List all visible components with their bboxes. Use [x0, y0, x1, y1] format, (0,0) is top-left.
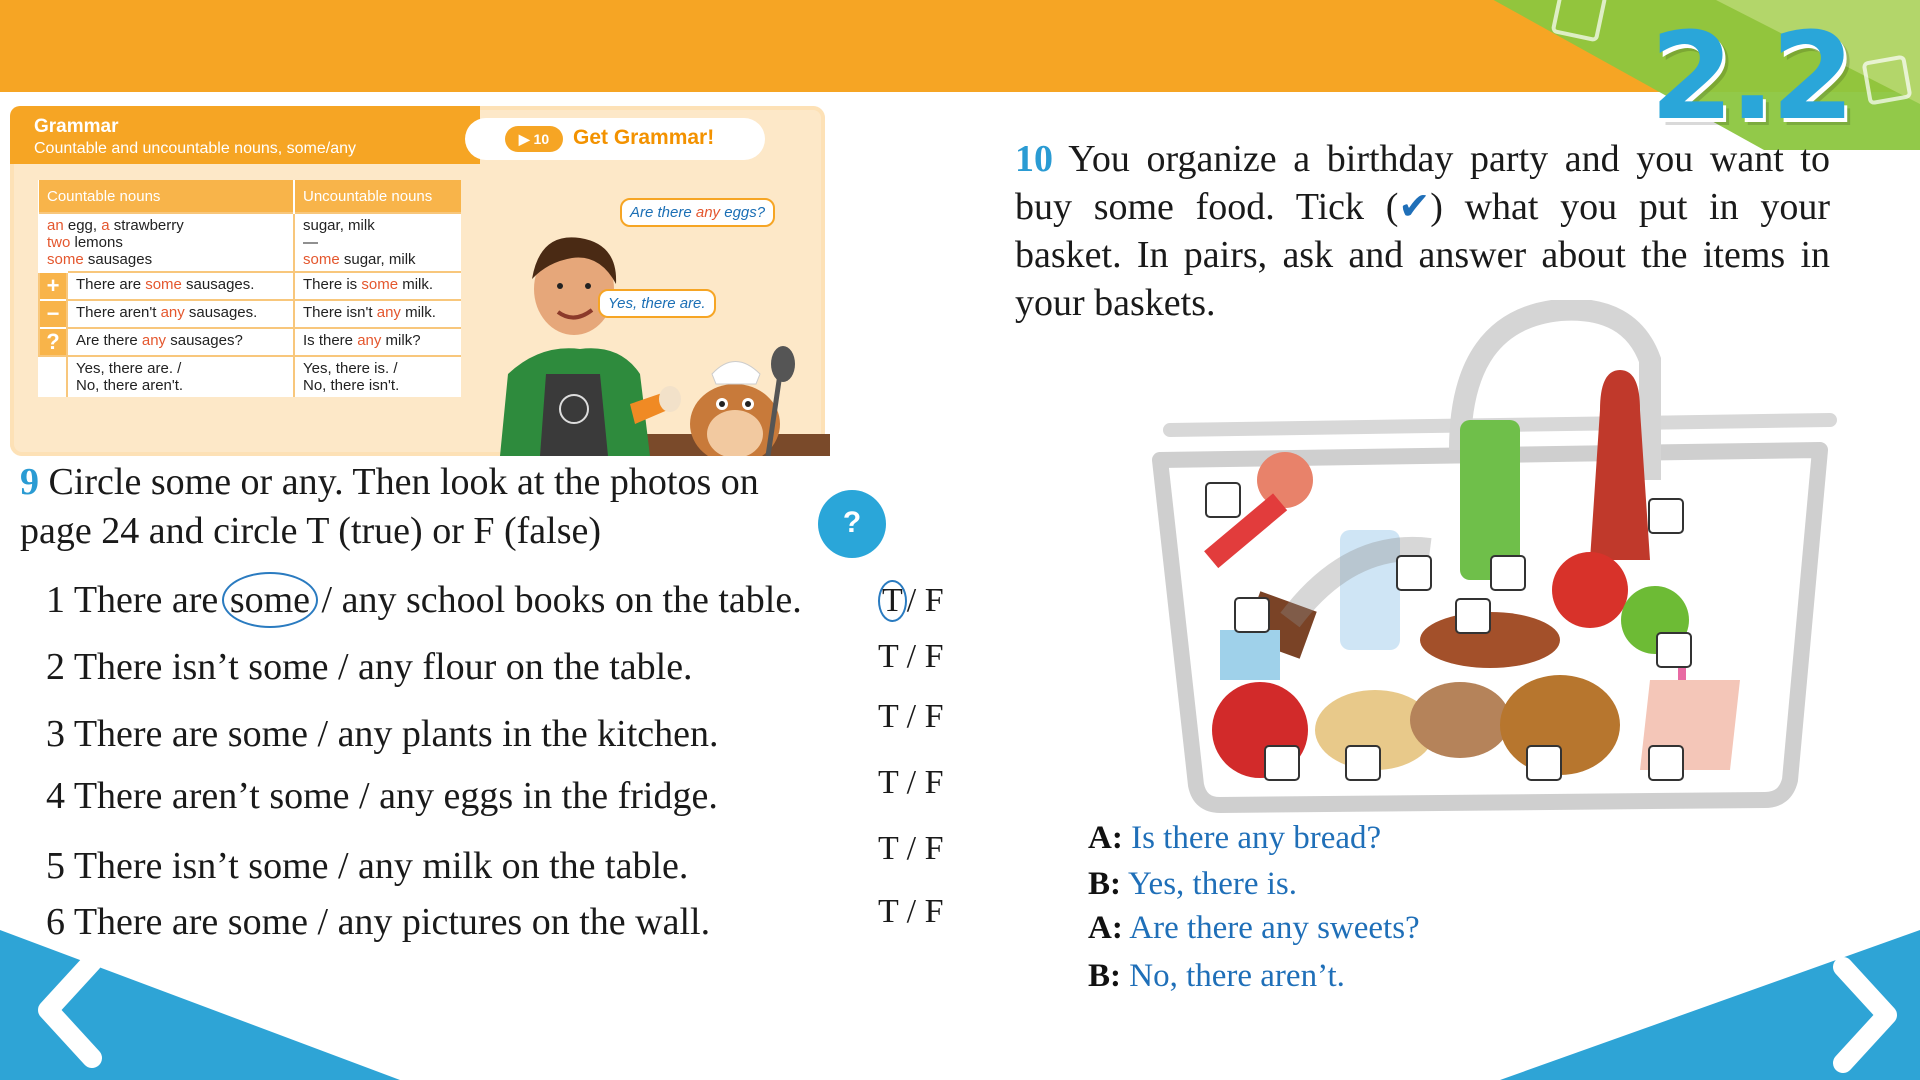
cell-text: Yes, there is. /	[303, 360, 398, 377]
cell-text: There is	[303, 276, 362, 293]
next-page-button[interactable]	[1825, 955, 1905, 1075]
tick-box-juice[interactable]	[1490, 555, 1526, 591]
dialogue-line-1	[1088, 820, 1381, 857]
speaker-label: A:	[1088, 820, 1123, 856]
cell-highlight: some	[361, 276, 399, 293]
dialogue-text: Yes, there is.	[1128, 866, 1298, 902]
table-cell	[294, 300, 461, 328]
dialogue-text: Is there any bread?	[1131, 820, 1382, 856]
table-cell	[294, 328, 461, 356]
cell-highlight: any	[160, 304, 185, 321]
minus-icon: −	[39, 300, 67, 328]
table-row	[39, 356, 461, 397]
table-cell	[67, 272, 294, 300]
table-cell	[294, 213, 461, 272]
dash-text: —	[303, 234, 318, 251]
exercise-10-instruction	[1015, 135, 1830, 327]
tick-box-butter[interactable]	[1234, 597, 1270, 633]
article-text: an	[47, 217, 64, 234]
table-cell	[39, 356, 67, 397]
quantifier-text: two	[47, 234, 71, 251]
quantifier-text: some	[47, 251, 84, 268]
cell-text: sausages.	[184, 304, 258, 321]
tick-box-cookies[interactable]	[1345, 745, 1381, 781]
dialogue-line-4	[1088, 958, 1345, 995]
grammar-table	[38, 180, 461, 397]
sentence-3[interactable]: 3 There are some / any plants in the kitchen.	[46, 713, 719, 755]
help-button[interactable]: ?	[818, 490, 886, 558]
dialogue-text: No, there aren’t.	[1129, 958, 1345, 994]
tick-box-strawberries[interactable]	[1264, 745, 1300, 781]
cell-text: milk.	[398, 276, 434, 293]
sentence-5[interactable]: 5 There isn’t some / any milk on the table.	[46, 845, 689, 887]
true-false-4[interactable]: T / F	[878, 764, 944, 801]
sentence-6[interactable]: 6 There are some / any pictures on the wall.	[46, 901, 711, 943]
prev-page-button[interactable]	[30, 950, 110, 1070]
cell-text: Yes, there are. /	[76, 360, 182, 377]
tick-box-apples[interactable]	[1656, 632, 1692, 668]
cell-text: There aren't	[76, 304, 161, 321]
boy-illustration	[480, 224, 830, 456]
exercise-number: 9	[20, 461, 39, 503]
dialogue-line-3	[1088, 910, 1420, 947]
cell-text: milk?	[381, 332, 421, 349]
article-text: a	[101, 217, 110, 234]
answer-circled-true[interactable]: T	[878, 580, 907, 622]
check-icon: ✔	[1398, 186, 1431, 228]
noun-text: sausages	[83, 251, 153, 268]
sentence-4[interactable]: 4 There aren’t some / any eggs in the fridge.	[46, 775, 718, 817]
audio-track-number: 10	[533, 131, 550, 147]
true-false-6[interactable]: T / F	[878, 893, 944, 930]
tick-box-sausages[interactable]	[1455, 598, 1491, 634]
cell-text: No, there aren't.	[76, 377, 184, 394]
cell-text: Is there	[303, 332, 358, 349]
deco-square	[1862, 55, 1913, 106]
tick-box-cola[interactable]	[1648, 498, 1684, 534]
cell-highlight: some	[145, 276, 182, 293]
table-cell	[294, 272, 461, 300]
table-row	[39, 328, 461, 356]
table-row	[39, 300, 461, 328]
noun-text: sugar, milk	[303, 217, 375, 234]
get-grammar-label: Get Grammar!	[573, 126, 715, 149]
speaker-label: B:	[1088, 958, 1121, 994]
chevron-right-icon	[1825, 955, 1905, 1075]
answer-circled-some[interactable]: some	[222, 572, 318, 628]
noun-text: egg,	[63, 217, 102, 234]
exercise-9-instruction	[20, 458, 820, 556]
shopping-basket-illustration	[1130, 300, 1840, 820]
quantifier-text: some	[303, 251, 340, 268]
dialogue-line-2	[1088, 866, 1297, 903]
table-row	[39, 213, 461, 272]
cell-text: sausages?	[166, 332, 243, 349]
play-icon: ▶	[518, 131, 534, 147]
tf-text: / F	[906, 582, 944, 619]
true-false-3[interactable]: T / F	[878, 698, 944, 735]
speaker-label: A:	[1088, 910, 1123, 946]
tick-box-bread[interactable]	[1526, 745, 1562, 781]
grammar-header	[10, 106, 480, 164]
true-false-5[interactable]: T / F	[878, 830, 944, 867]
noun-text: sugar, milk	[339, 251, 416, 268]
table-row	[39, 272, 461, 300]
sentence-2[interactable]: 2 There isn’t some / any flour on the table.	[46, 646, 693, 688]
table-cell	[294, 356, 461, 397]
unit-number: 2.2	[1650, 8, 1851, 147]
bubble-text: Are there	[630, 204, 696, 221]
grammar-title: Grammar	[34, 116, 119, 137]
grammar-box	[10, 106, 825, 456]
plus-icon: +	[39, 272, 67, 300]
instruction-text: Circle some or any. Then look at the photos on page 24 and circle T (true) or F (false)	[20, 461, 759, 552]
cell-text: Are there	[76, 332, 142, 349]
speech-bubble-question	[620, 198, 775, 227]
sentence-text: 1 There are	[46, 579, 228, 621]
tick-box-cake[interactable]	[1648, 745, 1684, 781]
table-cell	[67, 328, 294, 356]
tick-box-sweets[interactable]	[1205, 482, 1241, 518]
bubble-text: eggs?	[720, 204, 766, 221]
sentence-text: / any school books on the table.	[312, 579, 802, 621]
col-header-uncountable: Uncountable nouns	[294, 180, 461, 213]
noun-text: strawberry	[109, 217, 184, 234]
true-false-2[interactable]: T / F	[878, 638, 944, 675]
cell-text: sausages.	[181, 276, 255, 293]
cell-highlight: any	[357, 332, 382, 349]
true-false-1[interactable]	[878, 580, 944, 622]
cell-text: There isn't	[303, 304, 377, 321]
col-header-countable: Countable nouns	[39, 180, 294, 213]
audio-play-button[interactable]	[505, 126, 563, 152]
exercise-number: 10	[1015, 138, 1053, 180]
chevron-left-icon	[30, 950, 110, 1070]
dialogue-text: Are there any sweets?	[1129, 910, 1420, 946]
tick-box-water[interactable]	[1396, 555, 1432, 591]
question-icon: ?	[39, 328, 67, 356]
cell-text: milk.	[400, 304, 436, 321]
sentence-1	[46, 578, 802, 622]
noun-text: lemons	[70, 234, 123, 251]
table-cell	[39, 213, 294, 272]
speaker-label: B:	[1088, 866, 1121, 902]
instruction-text: ) what you put in your basket. In pairs, ask and answer about the items in your baskets.	[1015, 186, 1830, 324]
cell-highlight: any	[141, 332, 167, 349]
cell-text: There are	[76, 276, 146, 293]
cell-highlight: any	[376, 304, 401, 321]
cell-text: No, there isn't.	[303, 377, 400, 394]
grammar-subtitle: Countable and uncountable nouns, some/any	[34, 140, 357, 157]
speech-bubble-answer: Yes, there are.	[598, 289, 716, 318]
bubble-highlight: any	[695, 204, 721, 221]
get-grammar-button[interactable]	[465, 118, 765, 160]
table-cell	[67, 300, 294, 328]
instruction-text: You organize a birthday party and you want to buy some food. Tick (	[1015, 138, 1830, 228]
table-cell	[67, 356, 294, 397]
